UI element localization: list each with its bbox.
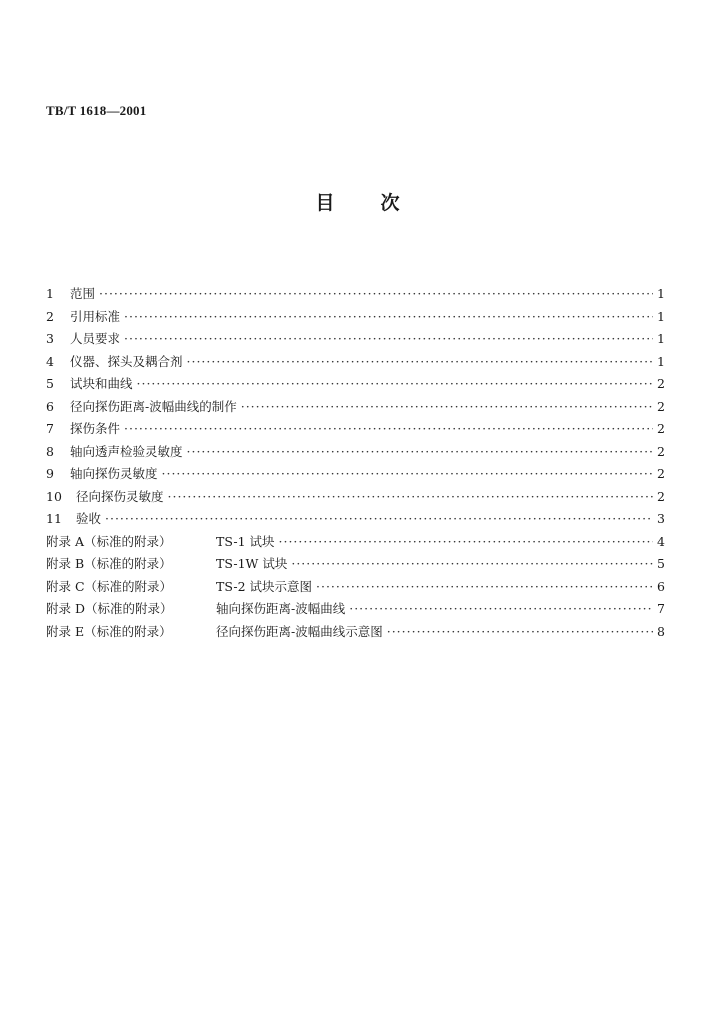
dot-leader <box>162 466 653 481</box>
toc-entry[interactable] <box>46 329 665 352</box>
toc-entry[interactable] <box>46 352 665 375</box>
toc-appendix-entry[interactable] <box>46 577 665 600</box>
toc-entry-page: 1 <box>657 353 665 369</box>
appendix-title: TS-2 试块示意图 <box>216 578 313 594</box>
toc-entry-page: 2 <box>657 488 665 504</box>
toc-entry-label: 范围 <box>70 286 96 301</box>
dot-leader <box>387 624 653 639</box>
document-code: TB/T 1618—2001 <box>46 103 147 118</box>
appendix-title: TS-1 试块 <box>216 533 275 549</box>
toc-entry-page: 2 <box>657 443 665 459</box>
toc-entry-number: 11 <box>46 511 62 526</box>
dot-leader <box>168 489 653 504</box>
toc-entry-page: 2 <box>657 466 665 481</box>
dot-leader <box>124 331 653 346</box>
toc-entry-page: 2 <box>657 376 665 391</box>
toc-entry[interactable] <box>46 509 665 532</box>
dot-leader <box>105 511 653 526</box>
toc-entry-number: 2 <box>46 308 54 324</box>
toc-entry[interactable] <box>46 307 665 330</box>
toc-title-char-1: 目 <box>315 192 335 214</box>
toc-entry-page: 3 <box>657 511 665 526</box>
toc-entry[interactable] <box>46 284 665 307</box>
toc-entry-page: 1 <box>657 331 665 346</box>
toc-entry[interactable] <box>46 487 665 510</box>
toc-entry-page: 2 <box>657 421 665 436</box>
dot-leader <box>99 286 653 301</box>
dot-leader <box>137 376 653 391</box>
appendix-title: 轴向探伤距离-波幅曲线 <box>216 601 346 616</box>
appendix-designation: 附录 B（标准的附录） <box>46 556 172 571</box>
toc-entry-label: 验收 <box>76 511 102 526</box>
appendix-designation: 附录 D（标准的附录） <box>46 601 173 616</box>
appendix-page: 6 <box>657 578 665 594</box>
toc-entry-label: 径向探伤灵敏度 <box>76 488 164 504</box>
dot-leader <box>316 579 653 594</box>
toc-list <box>46 284 665 644</box>
dot-leader <box>291 556 653 571</box>
toc-entry-number: 7 <box>46 421 54 436</box>
appendix-title: TS-1W 试块 <box>216 556 288 571</box>
toc-title <box>0 188 715 215</box>
toc-appendix-entry[interactable] <box>46 622 665 645</box>
appendix-designation: 附录 C（标准的附录） <box>46 578 173 594</box>
toc-entry-label: 人员要求 <box>70 331 121 346</box>
toc-entry[interactable] <box>46 419 665 442</box>
toc-entry-label: 轴向探伤灵敏度 <box>70 466 158 481</box>
dot-leader <box>187 354 653 369</box>
appendix-designation: 附录 A（标准的附录） <box>46 533 172 549</box>
toc-entry-number: 4 <box>46 353 54 369</box>
appendix-designation: 附录 E（标准的附录） <box>46 623 172 639</box>
toc-appendix-entry[interactable] <box>46 532 665 555</box>
dot-leader <box>241 399 653 414</box>
toc-entry-number: 5 <box>46 376 54 391</box>
appendix-title: 径向探伤距离-波幅曲线示意图 <box>216 623 383 639</box>
appendix-page: 4 <box>657 533 665 549</box>
toc-entry-label: 仪器、探头及耦合剂 <box>70 353 183 369</box>
toc-entry-number: 9 <box>46 466 54 481</box>
toc-title-char-2: 次 <box>380 192 400 214</box>
appendix-page: 7 <box>657 601 665 616</box>
toc-entry-page: 2 <box>657 398 665 414</box>
appendix-page: 5 <box>657 556 665 571</box>
dot-leader <box>279 534 653 549</box>
appendix-page: 8 <box>657 623 665 639</box>
toc-entry-number: 3 <box>46 331 54 346</box>
toc-entry-label: 引用标准 <box>70 308 121 324</box>
toc-entry-label: 试块和曲线 <box>70 376 133 391</box>
dot-leader <box>124 421 653 436</box>
toc-entry[interactable] <box>46 464 665 487</box>
toc-entry-number: 6 <box>46 398 54 414</box>
toc-entry[interactable] <box>46 374 665 397</box>
toc-appendix-entry[interactable] <box>46 599 665 622</box>
toc-entry-number: 10 <box>46 488 62 504</box>
toc-entry[interactable] <box>46 442 665 465</box>
toc-entry-label: 探伤条件 <box>70 421 121 436</box>
toc-entry[interactable] <box>46 397 665 420</box>
toc-entry-label: 径向探伤距离-波幅曲线的制作 <box>70 398 237 414</box>
dot-leader <box>349 601 653 616</box>
toc-entry-page: 1 <box>657 308 665 324</box>
toc-entry-page: 1 <box>657 286 665 301</box>
toc-entry-number: 8 <box>46 443 54 459</box>
toc-entry-label: 轴向透声检验灵敏度 <box>70 443 183 459</box>
toc-appendix-entry[interactable] <box>46 554 665 577</box>
dot-leader <box>124 309 653 324</box>
dot-leader <box>187 444 653 459</box>
toc-entry-number: 1 <box>46 286 54 301</box>
